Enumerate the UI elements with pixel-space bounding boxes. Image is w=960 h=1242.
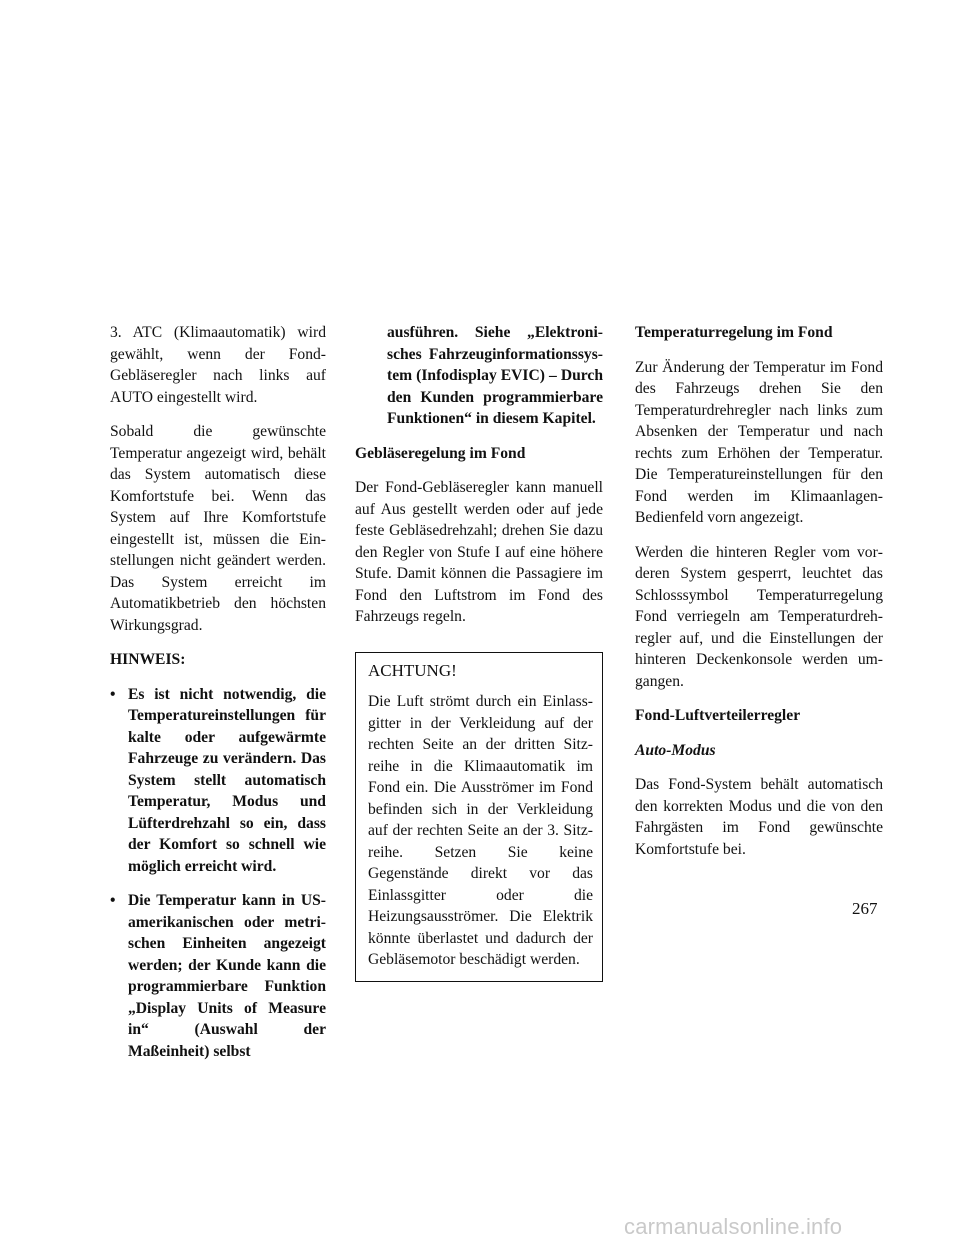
right-column: [635, 322, 883, 873]
note-list: [110, 684, 326, 1063]
rear-blower-paragraph: Der Fond-Gebläseregler kann manuell auf Aus gestellt werden oder auf jede feste Gebläsedrehzahl; drehen Sie dazu den Regler von Stufe I auf eine höhere Stufe. Damit können die Passagiere im Fond den Luftstrom im Fond des Fahrzeugs regeln.: [355, 479, 603, 625]
note-heading: HINWEIS:: [110, 651, 186, 668]
auto-mode-description: Das Fond-System behält automatisch den korrekten Modus und die von den Fahrgästen im Fond gewünschte Komfortstufe bei.: [635, 776, 883, 858]
rear-temperature-paragraph: Zur Änderung der Temperatur im Fond des Fahrzeugs drehen Sie den Temperaturdrehregler nach links zum Absenken der Temperatur und nach rechts zum Erhöhen der Temperatur. Die Temperatureinstellungen für den Fond werden im Klimaanlagen-Bedienfeld vorn angezeigt.: [635, 358, 883, 526]
section-heading-rear-temperature: Temperaturregelung im Fond: [635, 324, 833, 341]
middle-column: [355, 322, 603, 982]
list-item: [110, 890, 326, 1062]
intro-paragraph: 3. ATC (Klimaautomatik) wird gewählt, wenn der Fond-Gebläseregler nach links auf AUTO eingestellt wird.: [110, 324, 326, 406]
list-item: [110, 684, 326, 878]
bullet-continuation: ausführen. Siehe „Elektronisches Fahrzeuginformationssystem (Infodisplay EVIC) – Durch den Kunden programmierbare Funktionen“ in diesem Kapitel.: [387, 324, 603, 427]
section-heading-rear-blower: Gebläseregelung im Fond: [355, 444, 526, 462]
auto-mode-subheading: Auto-Modus: [635, 741, 716, 759]
bullet-text: Es ist nicht notwendig, die Temperatureinstellungen für kalte oder aufgewärmte Fahrzeuge zu verändern. Das System stellt automatisch Temperatur, Modus und Lüfterdrehzahl so ein, dass der Komfort so schnell wie möglich erreicht wird.: [128, 685, 326, 875]
rear-lock-paragraph: Werden die hinteren Regler vom vorderen System gesperrt, leuchtet das Schlosssymbol Temperaturregelung Fond verriegeln am Temperaturdrehregler auf, und die Einstellungen der hinteren Deckenkonsole werden umgangen.: [635, 543, 883, 690]
bullet-text: Die Temperatur kann in US-amerikanischen oder metrischen Einheiten angezeigt werden; der Kunde kann die programmierbare Funktion „Display Units of Measure in“ (Auswahl der Maßeinheit) selbst: [128, 892, 326, 1060]
page-number: 267: [852, 899, 878, 918]
section-heading-air-distribution: Fond-Luftverteilerregler: [635, 707, 801, 724]
bullet-icon: •: [110, 892, 116, 909]
left-column: [110, 322, 326, 1075]
bullet-icon: •: [110, 685, 116, 703]
warning-title: ACHTUNG!: [368, 660, 457, 680]
watermark: carmanualsonline.info: [624, 1214, 843, 1239]
auto-mode-paragraph: Sobald die gewünschte Temperatur angezeigt wird, behält das System automatisch diese Komfortstufe bei. Wenn das System auf Ihre Komfortstufe eingestellt ist, müssen die Einstellungen nicht geändert werden. Das System erreicht im Automatikbetrieb den höchsten Wirkungsgrad.: [110, 423, 326, 634]
warning-text: Die Luft strömt durch ein Einlassgitter in der Verkleidung auf der rechten Seite an der dritten Sitzreihe in die Klimaautomatik im Fond ein. Die Ausströmer im Fond befinden sich in der Verkleidung auf der rechten Seite an der 3. Sitzreihe. Setzen Sie keine Gegenstände direkt vor das Einlassgitter oder die Heizungsausströmer. Die Elektrik könnte überlastet und dadurch der Gebläsemotor beschädigt werden.: [368, 693, 593, 968]
warning-box: [355, 652, 603, 982]
